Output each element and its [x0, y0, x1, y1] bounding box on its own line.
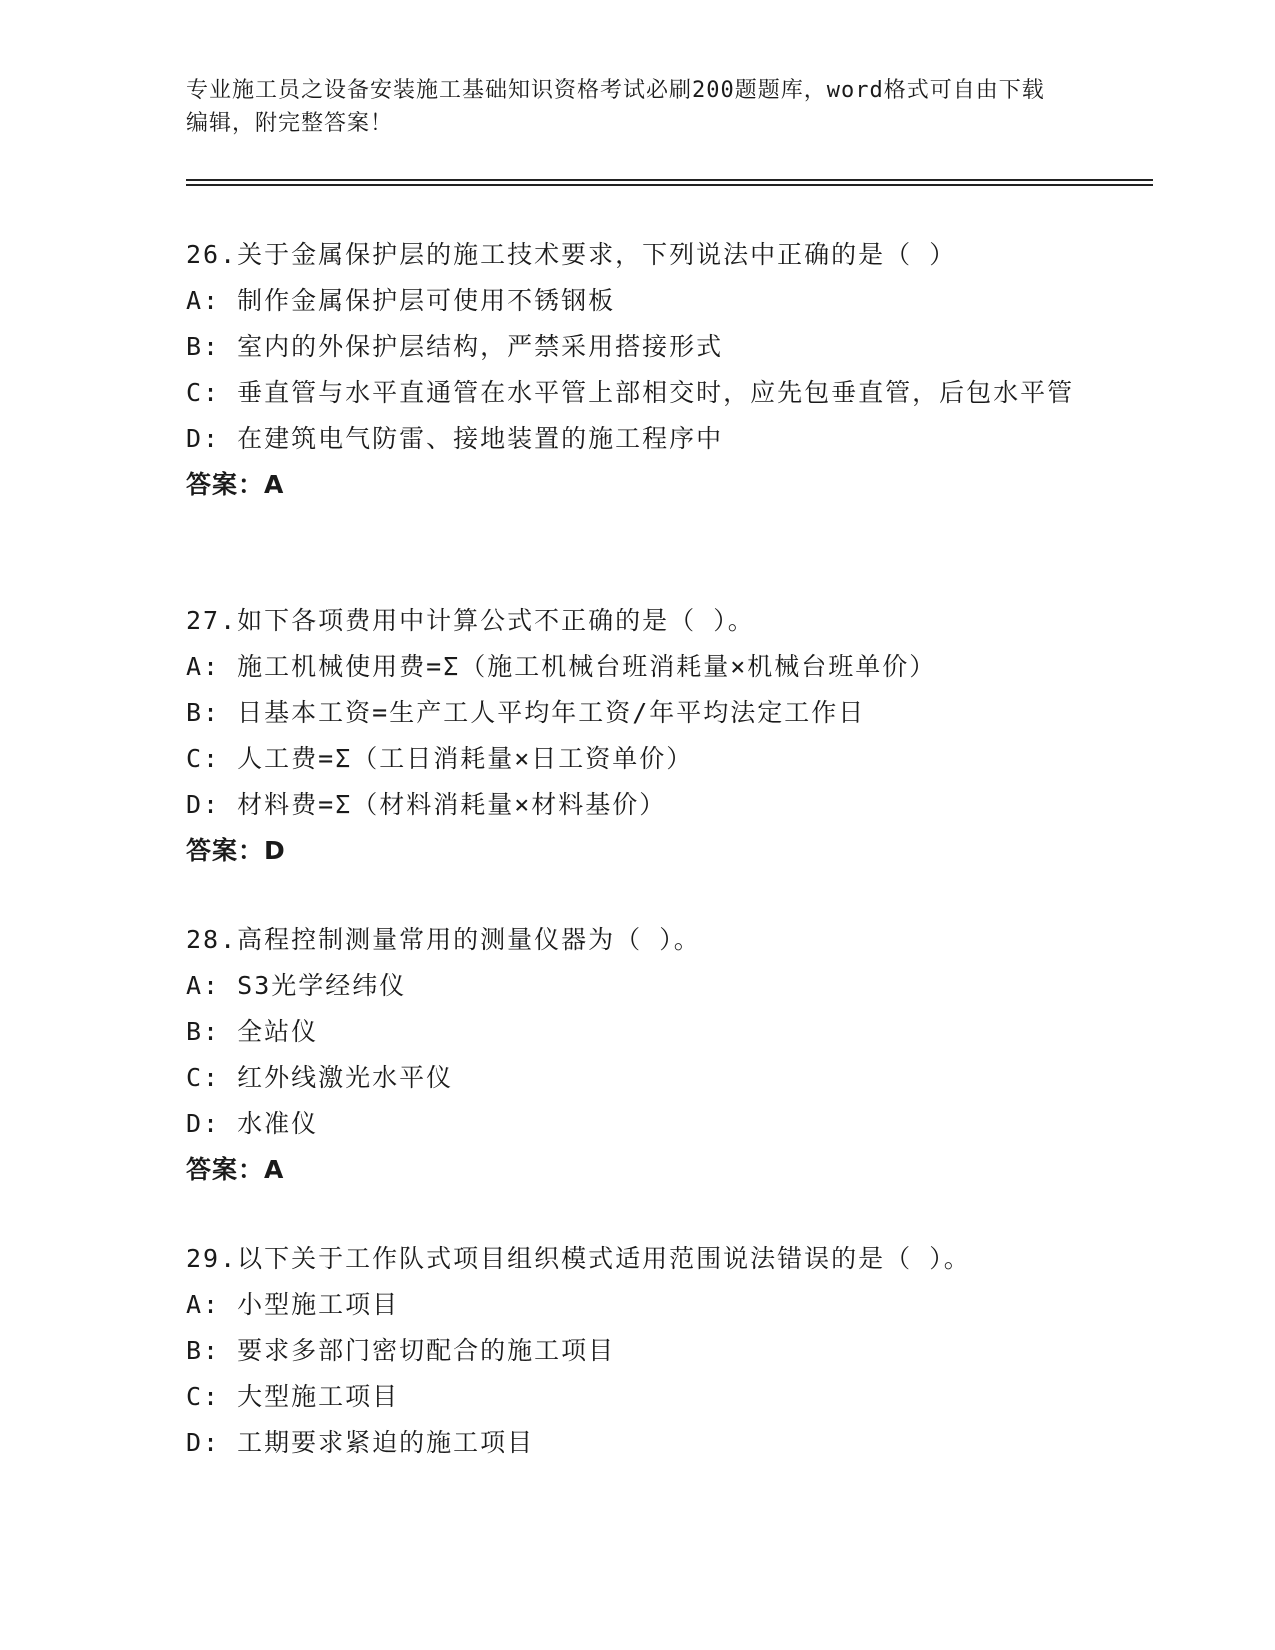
question-stem: 29.以下关于工作队式项目组织模式适用范围说法错误的是（ ）。: [186, 1244, 971, 1273]
question-27: [186, 598, 1086, 874]
option-c: C: 人工费=Σ（工日消耗量×日工资单价）: [186, 744, 694, 773]
option-a: A: S3光学经纬仪: [186, 971, 407, 1000]
header-divider-bottom: [186, 184, 1153, 186]
option-c: C: 垂直管与水平直通管在水平管上部相交时，应先包垂直管，后包水平管: [186, 378, 1075, 407]
option-c: C: 红外线激光水平仪: [186, 1063, 454, 1092]
option-d: D: 在建筑电气防雷、接地装置的施工程序中: [186, 424, 724, 453]
option-a: A: 小型施工项目: [186, 1290, 400, 1319]
question-stem: 27.如下各项费用中计算公式不正确的是（ ）。: [186, 606, 755, 635]
option-b: B: 日基本工资=生产工人平均年工资/年平均法定工作日: [186, 698, 866, 727]
question-29: [186, 1236, 1086, 1466]
option-a: A: 制作金属保护层可使用不锈钢板: [186, 286, 616, 315]
option-b: B: 室内的外保护层结构，严禁采用搭接形式: [186, 332, 724, 361]
answer-label: 答案：D: [186, 836, 286, 865]
option-c: C: 大型施工项目: [186, 1382, 400, 1411]
option-d: D: 材料费=Σ（材料消耗量×材料基价）: [186, 790, 667, 819]
answer-label: 答案：A: [186, 1155, 285, 1184]
header-divider-top: [186, 179, 1153, 181]
option-d: D: 水准仪: [186, 1109, 319, 1138]
document-header: 专业施工员之设备安装施工基础知识资格考试必刷200题题库，word格式可自由下载编辑，附完整答案！: [186, 78, 1045, 136]
option-a: A: 施工机械使用费=Σ（施工机械台班消耗量×机械台班单价）: [186, 652, 937, 681]
option-d: D: 工期要求紧迫的施工项目: [186, 1428, 535, 1457]
question-stem: 28.高程控制测量常用的测量仪器为（ ）。: [186, 925, 701, 954]
answer-label: 答案：A: [186, 470, 285, 499]
question-stem: 26.关于金属保护层的施工技术要求，下列说法中正确的是（ ）: [186, 240, 957, 269]
question-28: [186, 917, 1086, 1193]
question-26: [186, 232, 1086, 508]
option-b: B: 要求多部门密切配合的施工项目: [186, 1336, 616, 1365]
option-b: B: 全站仪: [186, 1017, 319, 1046]
